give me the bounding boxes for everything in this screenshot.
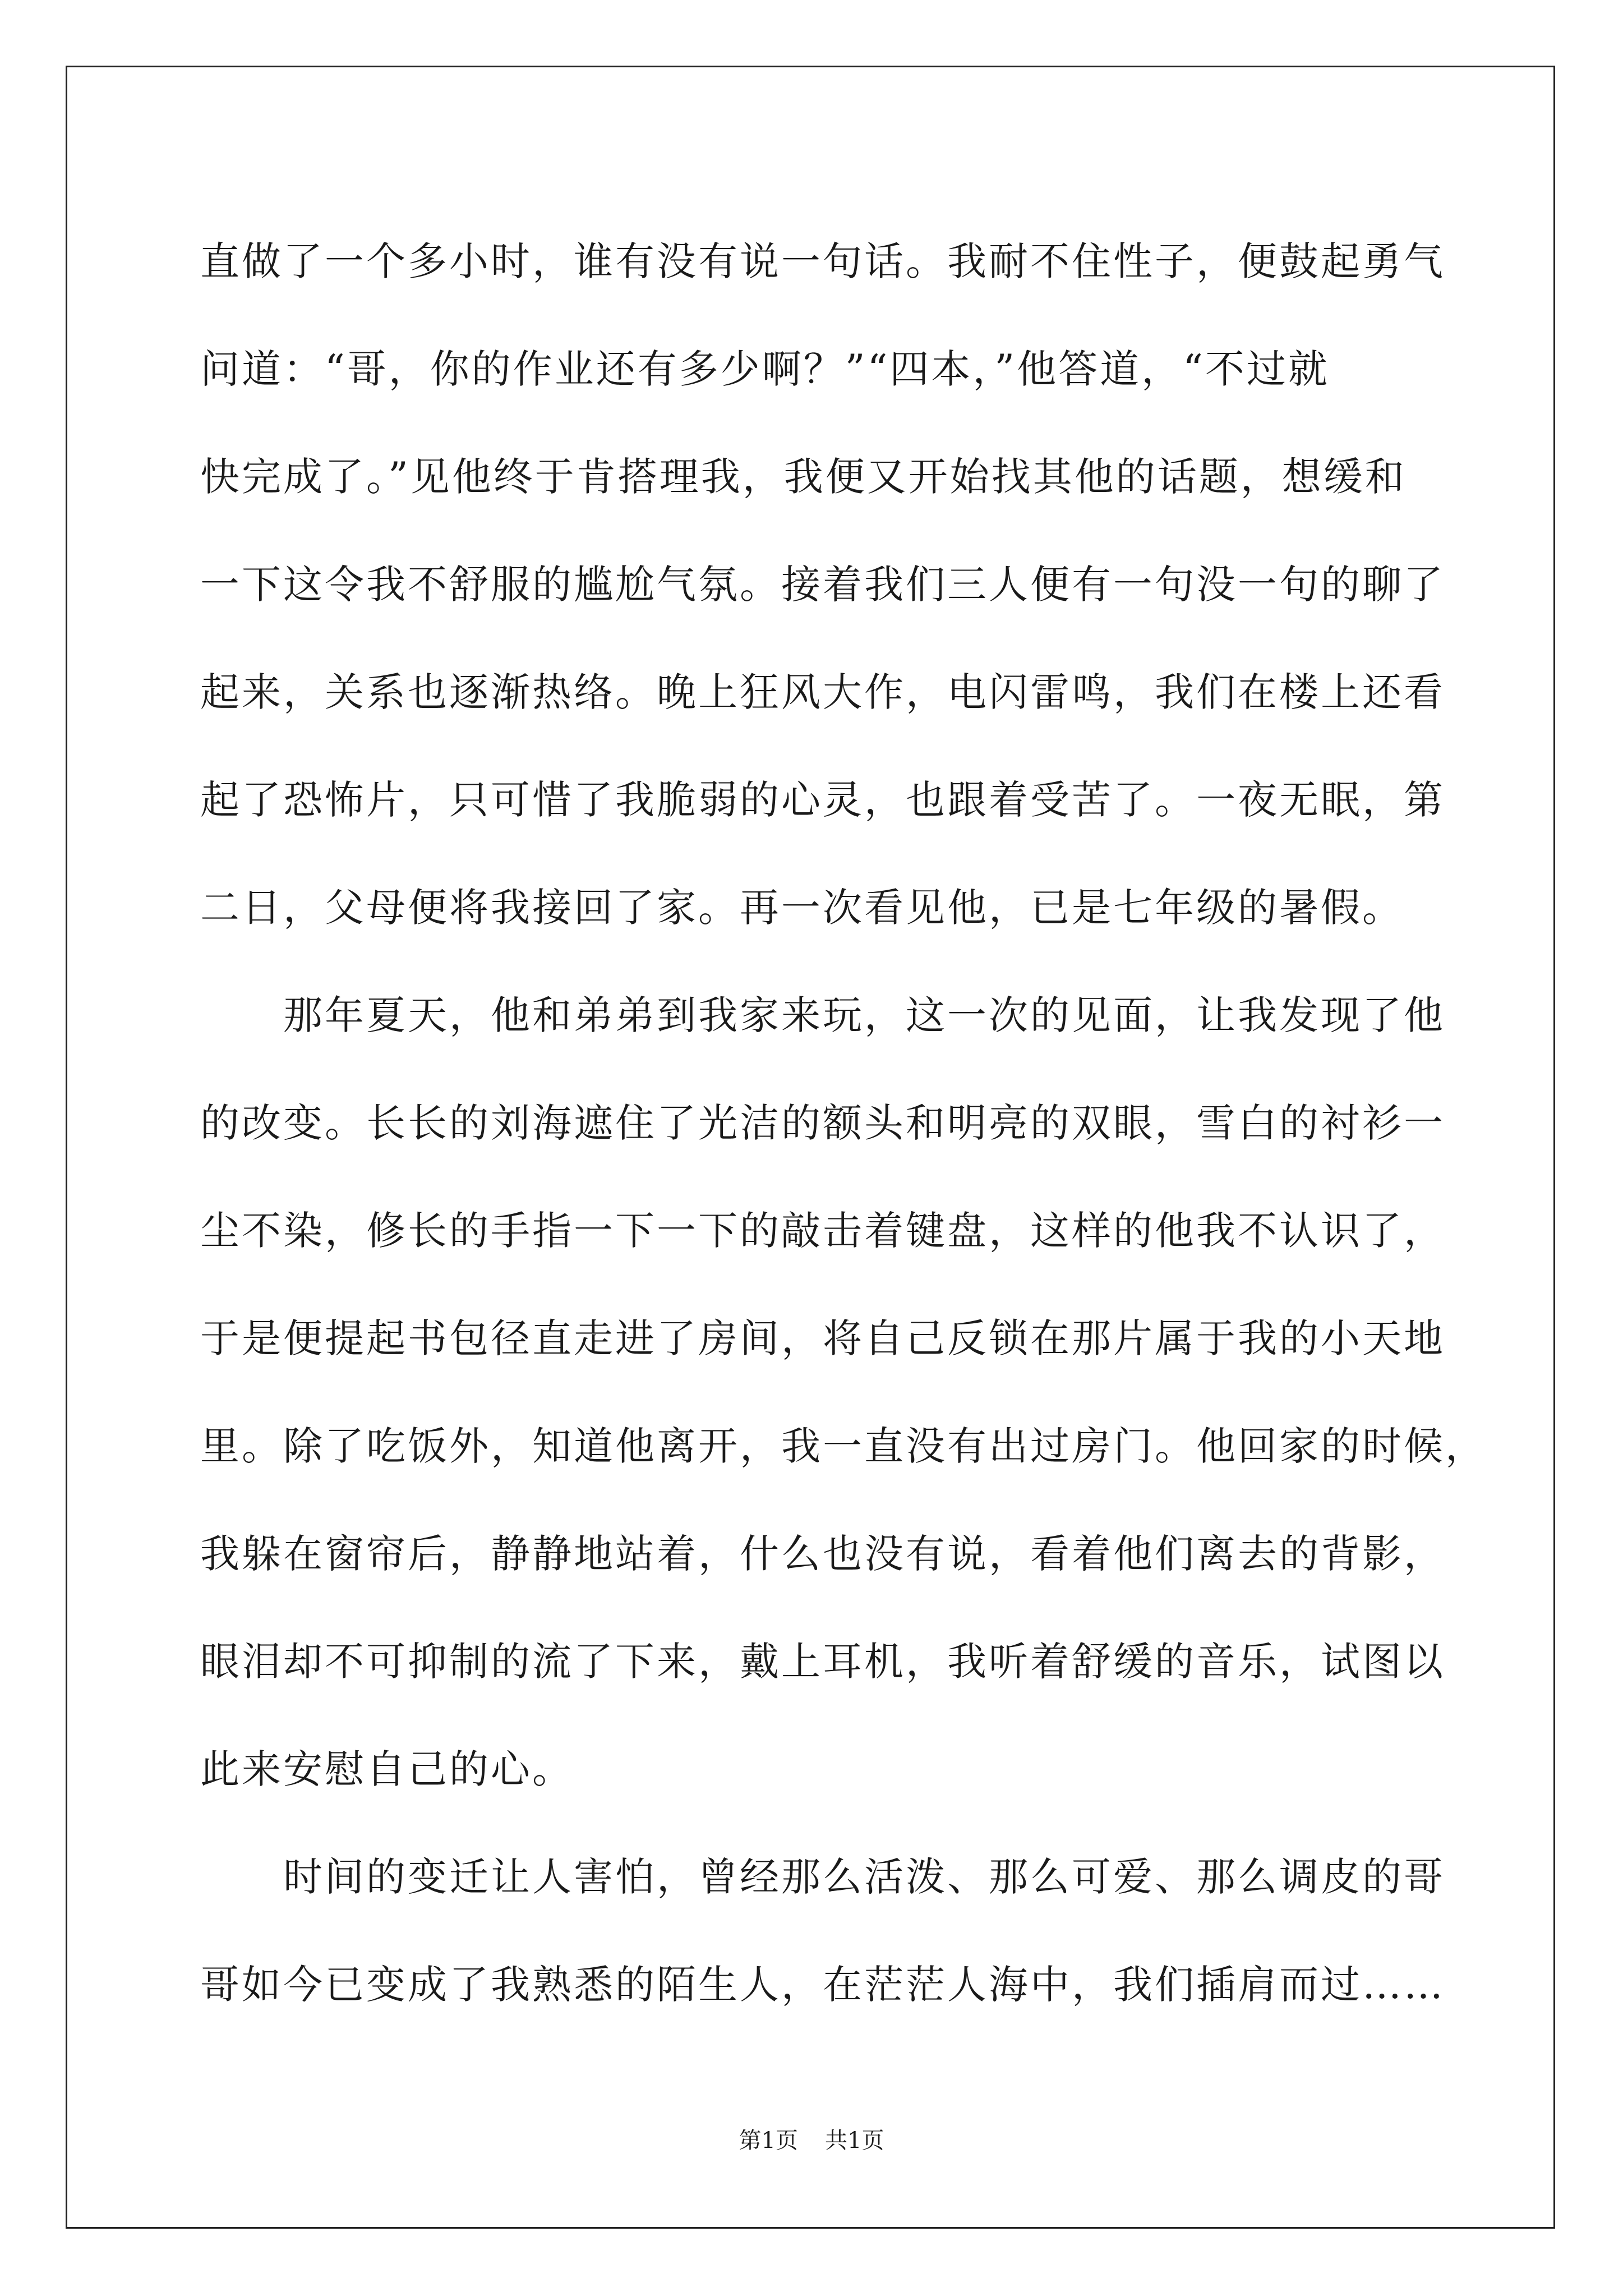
- text-line: 问道：“哥，你的作业还有多少啊？”“四本，”他答道，“不过就: [200, 346, 1330, 392]
- text-line: 里。除了吃饭外，知道他离开，我一直没有出过房门。他回家的时候，: [200, 1423, 1487, 1469]
- page-number-current: 第1页: [739, 2128, 798, 2154]
- text-line: 于是便提起书包径直走进了房间，将自己反锁在那片属于我的小天地: [200, 1315, 1445, 1361]
- text-line: 那年夏天，他和弟弟到我家来玩，这一次的见面，让我发现了他: [283, 992, 1445, 1038]
- text-line: 我躲在窗帘后，静静地站着，什么也没有说，看着他们离去的背影，: [200, 1531, 1445, 1577]
- text-line: 尘不染，修长的手指一下一下的敲击着键盘，这样的他我不认识了，: [200, 1208, 1445, 1254]
- text-line: 眼泪却不可抑制的流了下来，戴上耳机，我听着舒缓的音乐，试图以: [200, 1639, 1445, 1685]
- text-line: 一下这令我不舒服的尴尬气氛。接着我们三人便有一句没一句的聊了: [200, 562, 1445, 608]
- text-line: 的改变。长长的刘海遮住了光洁的额头和明亮的双眼，雪白的衬衫一: [200, 1100, 1445, 1146]
- page-footer: [0, 2124, 1623, 2157]
- text-line: 快完成了。”见他终于肯搭理我，我便又开始找其他的话题，想缓和: [200, 454, 1407, 500]
- document-body: [200, 208, 1487, 2039]
- text-line: 起来，关系也逐渐热络。晚上狂风大作，电闪雷鸣，我们在楼上还看: [200, 669, 1445, 715]
- text-line: 时间的变迁让人害怕，曾经那么活泼、那么可爱、那么调皮的哥: [283, 1854, 1445, 1900]
- text-line: 直做了一个多小时，谁有没有说一句话。我耐不住性子，便鼓起勇气: [200, 238, 1445, 284]
- text-line: 此来安慰自己的心。: [200, 1746, 574, 1792]
- text-line: 哥如今已变成了我熟悉的陌生人，在茫茫人海中，我们插肩而过……: [200, 1962, 1445, 2008]
- page-number-total: 共1页: [825, 2128, 884, 2154]
- text-line: 起了恐怖片，只可惜了我脆弱的心灵，也跟着受苦了。一夜无眠，第: [200, 777, 1445, 823]
- text-line: 二日，父母便将我接回了家。再一次看见他，已是七年级的暑假。: [200, 885, 1404, 931]
